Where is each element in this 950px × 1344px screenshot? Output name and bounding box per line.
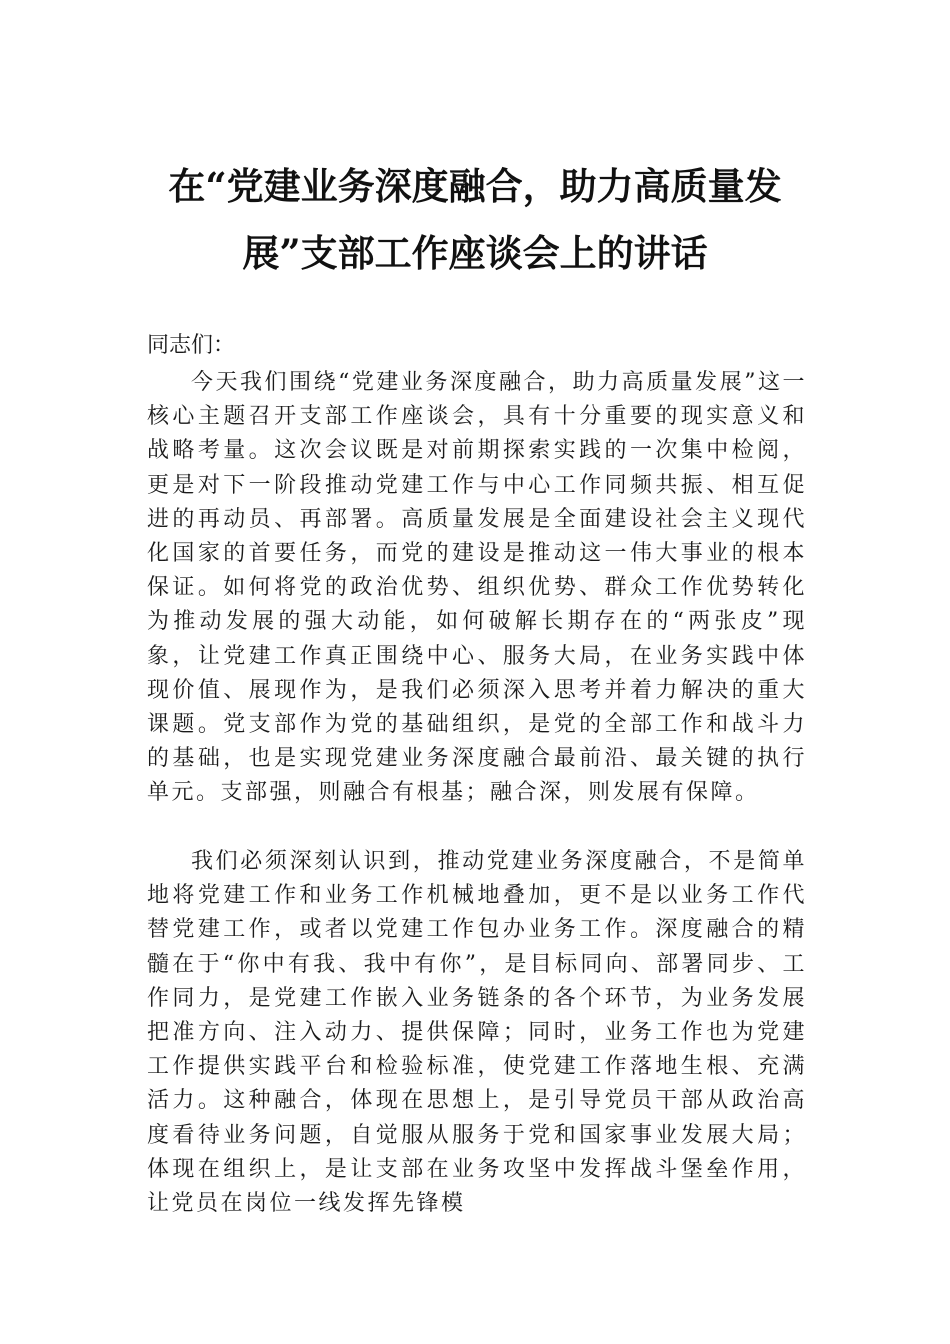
body-paragraph-1: 今天我们围绕“党建业务深度融合，助力高质量发展”这一核心主题召开支部工作座谈会，具有十分重要的现实意义和战略考量。这次会议既是对前期探索实践的一次集中检阅，更是对下一阶段推动党建工作与中心工作同频共振、相互促进的再动员、再部署。高质量发展是全面建设社会主义现代化国家的首要任务，而党的建设是推动这一伟大事业的根本保证。如何将党的政治优势、组织优势、群众工作优势转化为推动发展的强大动能，如何破解长期存在的“两张皮”现象，让党建工作真正围绕中心、服务大局，在业务实践中体现价值、展现作为，是我们必须深入思考并着力解决的重大课题。党支部作为党的基础组织，是党的全部工作和战斗力的基础，也是实现党建业务深度融合最前沿、最关键的执行单元。支部强，则融合有根基；融合深，则发展有保障。	[147, 370, 807, 806]
document-title-line-1: 在“党建业务深度融合，助力高质量发	[168, 164, 782, 208]
salutation: 同志们：	[147, 333, 236, 358]
document-title-line-2: 展”支部工作座谈会上的讲话	[242, 231, 708, 275]
body-paragraph-2: 我们必须深刻认识到，推动党建业务深度融合，不是简单地将党建工作和业务工作机械地叠加，更不是以业务工作代替党建工作，或者以党建工作包办业务工作。深度融合的精髓在于“你中有我、我中有你”，是目标同向、部署同步、工作同力，是党建工作嵌入业务链条的各个环节，为业务发展把准方向、注入动力、提供保障；同时，业务工作也为党建工作提供实践平台和检验标准，使党建工作落地生根、充满活力。这种融合，体现在思想上，是引导党员干部从政治高度看待业务问题，自觉服从服务于党和国家事业发展大局；体现在组织上，是让支部在业务攻坚中发挥战斗堡垒作用，让党员在岗位一线发挥先锋模	[147, 849, 807, 1217]
